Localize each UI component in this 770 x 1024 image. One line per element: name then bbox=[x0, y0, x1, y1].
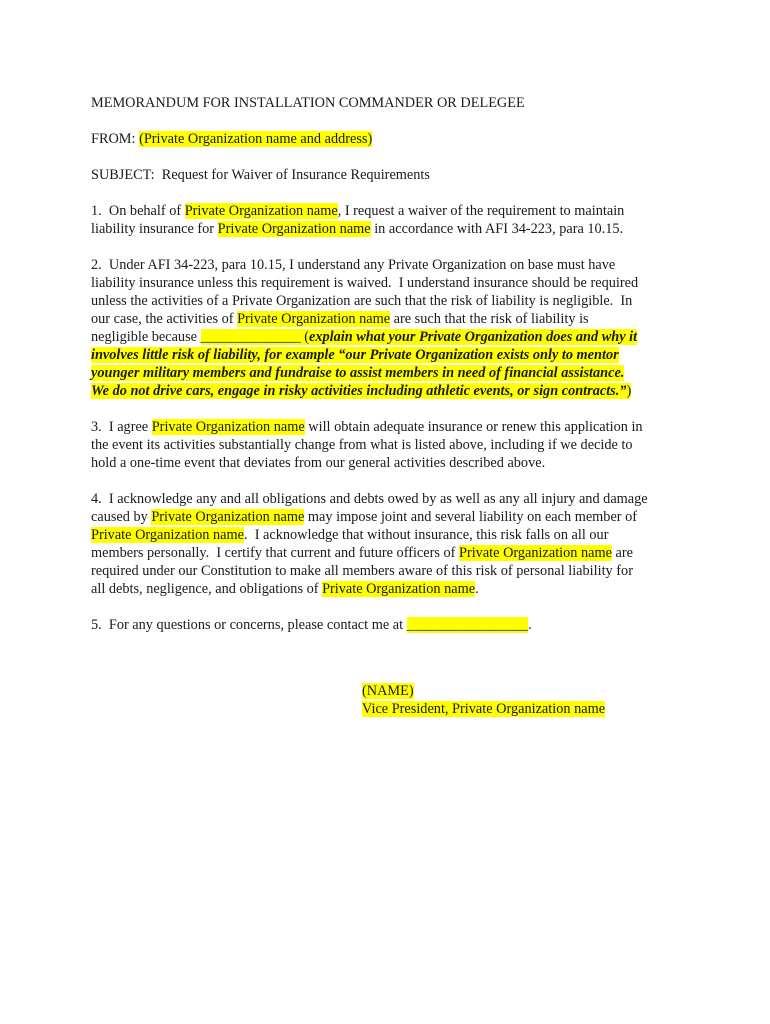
paragraph bbox=[91, 616, 711, 634]
text-line bbox=[91, 580, 711, 598]
signer-title: Vice President, Private Organization name bbox=[362, 701, 606, 717]
text-line bbox=[91, 94, 711, 112]
text-segment: 2. Under AFI 34-223, para 10.15, I understand any Private Organization on base must have bbox=[91, 257, 616, 273]
highlighted-placeholder: Private Organization name bbox=[184, 203, 338, 219]
text-segment: members personally. I certify that current and future officers of bbox=[91, 545, 459, 561]
text-line bbox=[91, 526, 711, 544]
highlighted-placeholder: Private Organization name bbox=[151, 419, 305, 435]
text-segment: 4. I acknowledge any and all obligations and debts owed by as well as any all injury and damage bbox=[91, 491, 648, 507]
text-line bbox=[91, 562, 711, 580]
text-segment: are such that the risk of liability is bbox=[390, 311, 589, 327]
text-segment: hold a one-time event that deviates from our general activities described above. bbox=[91, 455, 546, 471]
text-line bbox=[91, 274, 711, 292]
text-segment: FROM: bbox=[91, 131, 140, 147]
text-line bbox=[91, 202, 711, 220]
text-segment: are bbox=[611, 545, 634, 561]
text-line bbox=[91, 346, 711, 364]
text-segment: 5. For any questions or concerns, please contact me at bbox=[91, 617, 407, 633]
highlighted-placeholder: Private Organization name bbox=[322, 581, 476, 597]
text-segment: . bbox=[475, 581, 479, 597]
highlighted-placeholder: We do not drive cars, engage in risky activities including athletic events, or sign contracts.” bbox=[91, 383, 627, 399]
text-segment: the event its activities substantially change from what is listed above, including if we decide to bbox=[91, 437, 633, 453]
text-segment: SUBJECT: Request for Waiver of Insurance Requirements bbox=[91, 167, 430, 183]
highlighted-placeholder: younger military members and fundraise to assist members in need of financial assistance. bbox=[91, 365, 625, 381]
text-segment: may impose joint and several liability on each member of bbox=[304, 509, 638, 525]
text-line bbox=[91, 616, 711, 634]
paragraph bbox=[91, 490, 711, 598]
text-line bbox=[91, 382, 711, 400]
text-line bbox=[91, 418, 711, 436]
text-line bbox=[91, 544, 711, 562]
highlighted-placeholder: Private Organization name bbox=[91, 527, 244, 543]
text-segment: in accordance with AFI 34-223, para 10.15. bbox=[370, 221, 624, 237]
highlighted-placeholder: ) bbox=[626, 383, 632, 399]
highlighted-placeholder: explain what your Private Organization does and why it bbox=[309, 329, 638, 345]
paragraph bbox=[91, 256, 711, 400]
text-line bbox=[91, 490, 711, 508]
text-line bbox=[91, 220, 711, 238]
paragraph bbox=[91, 130, 711, 148]
highlighted-placeholder: (Private Organization name and address) bbox=[139, 131, 373, 147]
text-line bbox=[91, 328, 711, 346]
text-line bbox=[91, 310, 711, 328]
text-segment: . I acknowledge that without insurance, this risk falls on all our bbox=[243, 527, 609, 543]
text-segment: unless the activities of a Private Organization are such that the risk of liability is negligible. In bbox=[91, 293, 633, 309]
text-segment: will obtain adequate insurance or renew this application in bbox=[304, 419, 643, 435]
text-segment: caused by bbox=[91, 509, 152, 525]
paragraph bbox=[91, 418, 711, 472]
paragraph bbox=[91, 166, 711, 184]
text-segment: all debts, negligence, and obligations of bbox=[91, 581, 323, 597]
text-segment: liability insurance unless this requirement is waived. I understand insurance should be required bbox=[91, 275, 639, 291]
text-segment: our case, the activities of bbox=[91, 311, 238, 327]
memorandum-body bbox=[91, 94, 711, 652]
text-segment: 1. On behalf of bbox=[91, 203, 185, 219]
text-segment: 3. I agree bbox=[91, 419, 152, 435]
text-line bbox=[91, 364, 711, 382]
signer-name: (NAME) bbox=[362, 683, 414, 699]
text-line bbox=[91, 166, 711, 184]
text-segment: , I request a waiver of the requirement to maintain bbox=[337, 203, 625, 219]
paragraph bbox=[91, 202, 711, 238]
text-line bbox=[91, 454, 711, 472]
text-segment: MEMORANDUM FOR INSTALLATION COMMANDER OR DELEGEE bbox=[91, 95, 525, 111]
text-segment: liability insurance for bbox=[91, 221, 218, 237]
highlighted-placeholder: Private Organization name bbox=[459, 545, 612, 561]
text-line bbox=[91, 436, 711, 454]
highlighted-placeholder: Private Organization name bbox=[217, 221, 371, 237]
text-segment: required under our Constitution to make all members aware of this risk of personal liability for bbox=[91, 563, 633, 579]
text-line bbox=[91, 130, 711, 148]
signature-block bbox=[362, 682, 605, 718]
paragraph bbox=[91, 94, 711, 112]
highlighted-placeholder: involves little risk of liability, for example “our Private Organization exists only to mentor bbox=[91, 347, 619, 363]
text-line bbox=[91, 292, 711, 310]
text-segment: negligible because bbox=[91, 329, 201, 345]
highlighted-placeholder: _________________ bbox=[406, 617, 529, 633]
text-line bbox=[91, 508, 711, 526]
highlighted-placeholder: Private Organization name bbox=[237, 311, 391, 327]
highlighted-placeholder: ______________ ( bbox=[200, 329, 309, 345]
text-line bbox=[91, 256, 711, 274]
text-segment: . bbox=[528, 617, 532, 633]
highlighted-placeholder: Private Organization name bbox=[151, 509, 305, 525]
